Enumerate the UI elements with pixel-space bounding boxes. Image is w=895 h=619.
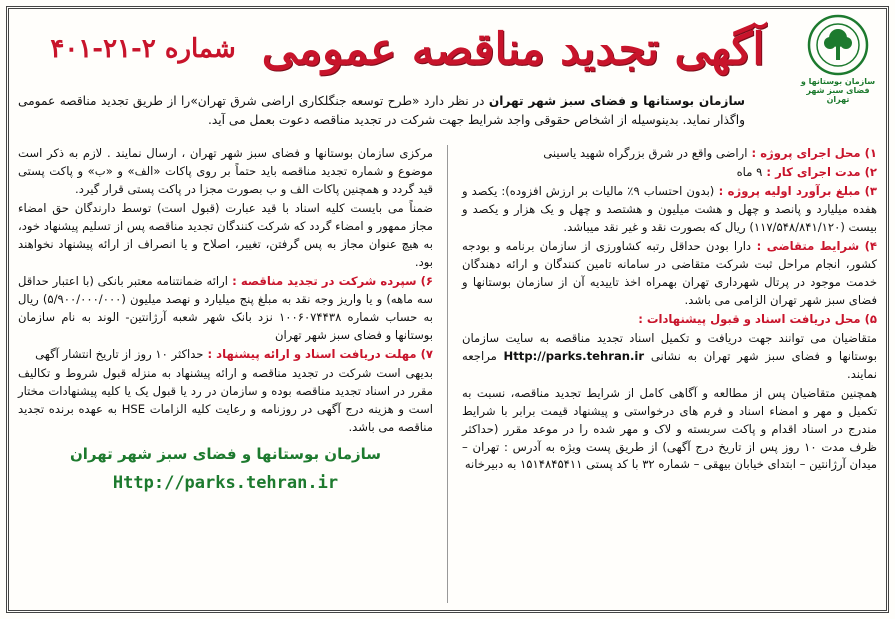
section-estimate-heading: ۳) مبلغ برآورد اولیه پروژه : xyxy=(714,183,877,198)
notice-title: آگهی تجدید مناقصه عمومی xyxy=(261,23,765,75)
intro-text: در نظر دارد «طرح توسعه جنگلکاری اراضی شرق تهران»را از طریق تجدید مناقصه عمومی واگذار نماید. بدینوسیله از اشخاص حقوقی واجد شرایط جهت شرکت در تجدید مناقصه دعوت بعمل می آید. xyxy=(18,94,745,127)
left-column xyxy=(18,145,433,603)
section-duration xyxy=(462,164,877,182)
section-documents-text: متقاضیان می توانند جهت دریافت و تکمیل اسناد تجدید مناقصه به سایت سازمان بوستانها و فضای سبز شهر تهران به نشانی xyxy=(462,330,877,363)
documents-site-link[interactable]: Http://parks.tehran.ir xyxy=(503,348,645,363)
section-documents-heading: ۵) محل دریافت اسناد و قبول پیشنهادات : xyxy=(638,311,877,326)
notice-header xyxy=(20,14,795,84)
notice-body xyxy=(18,145,877,603)
column-divider xyxy=(447,145,448,603)
section-deadline-text: حداکثر ۱۰ روز از تاریخ انتشار آگهی xyxy=(35,346,204,361)
section-estimate xyxy=(462,183,877,237)
section-deposit xyxy=(18,273,433,345)
section-deposit-text: ارائه ضمانتنامه معتبر بانکی (با اعتبار حداقل سه ماهه) و یا واریز وجه نقد به مبلغ پنج میلیارد و نهصد میلیون (۵/۹۰۰/۰۰۰/۰۰۰) ریال به حساب شماره ۱۰۰۶۰۷۴۴۳۸ نزد بانک شهر شعبه آرژانتین- الوند به نام سازمان بوستانها و فضای سبز شهر تهران xyxy=(18,273,433,342)
section-estimate-text: (بدون احتساب ۹٪ مالیات بر ارزش افزوده): یکصد و هفده میلیارد و پانصد و چهل و هشت میلیون و هشتصد و چهل و یک هزار و یکصد و بیست (۱۱۷/۵۴۸/۸۴۱/۱۲۰) ریال که بصورت نقد و غیر نقد میباشد. xyxy=(462,183,877,234)
signature-site-link[interactable]: Http://parks.tehran.ir xyxy=(112,472,339,493)
section-documents-heading-row xyxy=(462,311,877,329)
right-column xyxy=(462,145,877,603)
section-location xyxy=(462,145,877,163)
general-terms: بدیهی است شرکت در تجدید مناقصه و ارائه پیشنهاد به منزله قبول شروط و تکالیف مقرر در اسناد تجدید مناقصه بوده و سازمان در رد یا قبول یک یا کلیه پیشنهادات مختار است و هزینه درج آگهی در روزنامه و رعایت کلیه الزامات HSE به عهده برنده تجدید مناقصه می باشد. xyxy=(18,365,433,434)
intro-org: سازمان بوستانها و فضای سبز شهر تهران xyxy=(488,94,746,108)
signing-terms: ضمناً می بایست کلیه اسناد با قید عبارت (قبول است) توسط دارندگان حق امضاء مجاز ممهور و امضاء گردد که شرکت کنندگان تجدید مناقصه پس از تسلیم پیشنهاد خود، به هیچ عنوان مجاز به پس گرفتن، تغییر، اصلاح و یا انصراف از ارائه پیشنهاد نخواهند بود. xyxy=(18,200,433,269)
section-deadline-heading: ۷) مهلت دریافت اسناد و ارائه پیشنهاد : xyxy=(203,346,433,361)
section-conditions-text: دارا بودن حداقل رتبه کشاورزی از سازمان برنامه و بودجه کشور، انجام مراحل ثبت شرکت متقاضی در سامانه تامین کنندگان و ارائه دهندگان خدمت موجود در پرتال شهرداری تهران بهمراه اخذ تاییدیه آن از سازمان بوستانها و فضای سبز شهر تهران الزامی می باشد. xyxy=(462,238,877,307)
section-conditions-heading: ۴) شرایط متقاضی : xyxy=(751,238,877,253)
section-deadline xyxy=(18,346,433,364)
section-conditions xyxy=(462,238,877,310)
section-documents xyxy=(462,330,877,384)
logo-caption: سازمان بوستانها و فضای سبز شهر تهران xyxy=(800,77,876,104)
notice-number: شماره ۲-۲۱-۴۰۱ xyxy=(50,34,236,64)
section-location-heading: ۱) محل اجرای پروژه : xyxy=(747,146,877,160)
tree-emblem-icon xyxy=(807,14,869,76)
section-location-text: اراضی واقع در شرق بزرگراه شهید یاسینی xyxy=(543,146,748,160)
signature-org: سازمان بوستانها و فضای سبز شهر تهران xyxy=(69,444,382,463)
section-duration-text: ۹ ماه xyxy=(736,164,763,179)
intro-paragraph xyxy=(18,92,745,130)
section-documents-tail: مراجعه نمایند. xyxy=(462,348,877,381)
section-deposit-heading: ۶) سپرده شرکت در تجدید مناقصه : xyxy=(227,273,433,288)
submission-continued: مرکزی سازمان بوستانها و فضای سبز شهر تهران ، ارسال نمایند . لازم به ذکر است موضوع و شماره تجدید مناقصه باید حتماً بر روی پاکات «الف» و «ب» و پاکت پستی قید گردد و همچنین پاکات الف و ب بصورت مجزا در پاکت پستی قرار گیرد. xyxy=(18,146,433,196)
section-submission: همچنین متقاضیان پس از مطالعه و آگاهی کامل از شرایط تجدید مناقصه، نسبت به تکمیل و مهر و امضاء اسناد و فرم های درخواستی و پیشنهاد قیمت برابر با شرایط مندرج در اسناد اقدام و پاکت سربسته و لاک و مهر شده را در موعد مقرر (حداکثر ظرف مدت ۱۰ روز پس از تاریخ درج آگهی) از طریق پست ویژه به آدرس : تهران – میدان آرژانتین – ابتدای خیابان بیهقی – شماره ۳۲ با کد پستی ۱۵۱۴۸۴۵۴۱۱ به دبیرخانه xyxy=(462,385,877,472)
section-duration-heading: ۲) مدت اجرای کار : xyxy=(762,164,877,179)
org-logo xyxy=(799,14,877,104)
